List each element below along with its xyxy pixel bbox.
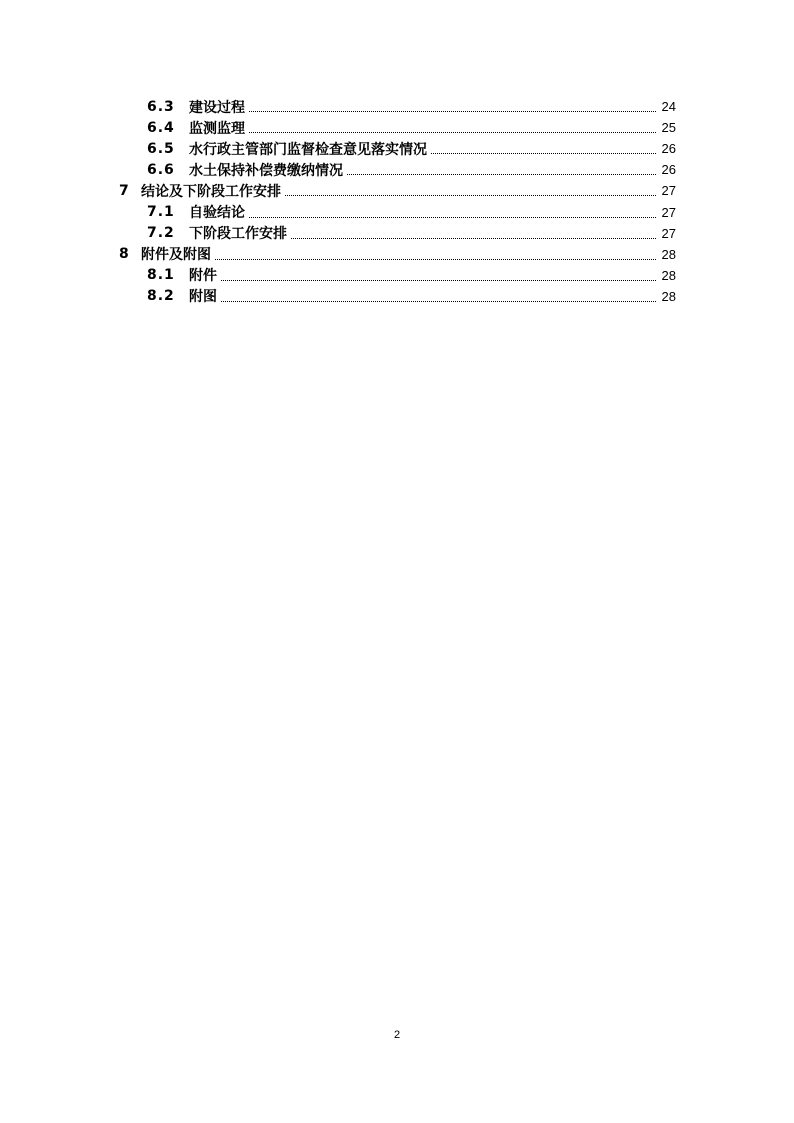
toc-entry-number: 8 — [119, 246, 130, 263]
toc-entry-page: 24 — [661, 99, 676, 115]
toc-entry-page: 27 — [661, 183, 676, 199]
toc-entry-6-5[interactable] — [0, 138, 676, 159]
toc-entry-title: 水土保持补偿费缴纳情况 — [189, 162, 343, 179]
dot-leader — [347, 174, 656, 175]
toc-entry-8-2[interactable] — [0, 286, 676, 307]
toc-entry-number: 7.1 — [147, 204, 175, 221]
toc-entry-page: 28 — [661, 267, 676, 283]
toc-entry-8-1[interactable] — [0, 265, 676, 286]
toc-entry-number: 8.1 — [147, 267, 175, 284]
toc-entry-number: 8.2 — [147, 288, 175, 305]
page-number: 2 — [393, 1029, 401, 1041]
toc-entry-number: 7.2 — [147, 225, 175, 242]
dot-leader — [285, 195, 656, 196]
toc-entry-title: 建设过程 — [189, 99, 245, 116]
toc-entry-number: 6.3 — [147, 98, 175, 115]
toc-entry-7[interactable] — [0, 180, 676, 201]
toc-entry-page: 27 — [661, 204, 676, 220]
dot-leader — [249, 132, 656, 133]
toc-entry-number: 6.6 — [147, 161, 175, 178]
dot-leader — [221, 301, 656, 302]
toc-entry-number: 6.5 — [147, 140, 175, 157]
toc-entry-title: 下阶段工作安排 — [189, 226, 287, 243]
toc-entry-title: 附件及附图 — [141, 247, 211, 264]
toc-entry-title: 监测监理 — [189, 120, 245, 137]
dot-leader — [431, 153, 656, 154]
toc-entry-number: 7 — [119, 182, 130, 199]
toc-entry-6-4[interactable] — [0, 117, 676, 138]
toc-entry-page: 28 — [661, 246, 676, 262]
toc-entry-title: 附图 — [189, 289, 217, 306]
table-of-contents — [0, 96, 794, 307]
toc-entry-8[interactable] — [0, 244, 676, 265]
toc-entry-7-1[interactable] — [0, 201, 676, 222]
toc-entry-page: 25 — [661, 120, 676, 136]
dot-leader — [249, 217, 656, 218]
toc-entry-6-3[interactable] — [0, 96, 676, 117]
toc-entry-page: 26 — [661, 141, 676, 157]
toc-entry-page: 27 — [661, 225, 676, 241]
dot-leader — [291, 238, 656, 239]
toc-entry-title: 附件 — [189, 268, 217, 285]
dot-leader — [215, 259, 656, 260]
dot-leader — [249, 111, 656, 112]
toc-entry-title: 结论及下阶段工作安排 — [141, 183, 281, 200]
toc-entry-page: 26 — [661, 162, 676, 178]
toc-entry-page: 28 — [661, 288, 676, 304]
toc-entry-title: 自验结论 — [189, 205, 245, 222]
toc-entry-title: 水行政主管部门监督检查意见落实情况 — [189, 141, 427, 158]
dot-leader — [221, 280, 656, 281]
toc-entry-number: 6.4 — [147, 119, 175, 136]
toc-entry-6-6[interactable] — [0, 159, 676, 180]
toc-entry-7-2[interactable] — [0, 223, 676, 244]
